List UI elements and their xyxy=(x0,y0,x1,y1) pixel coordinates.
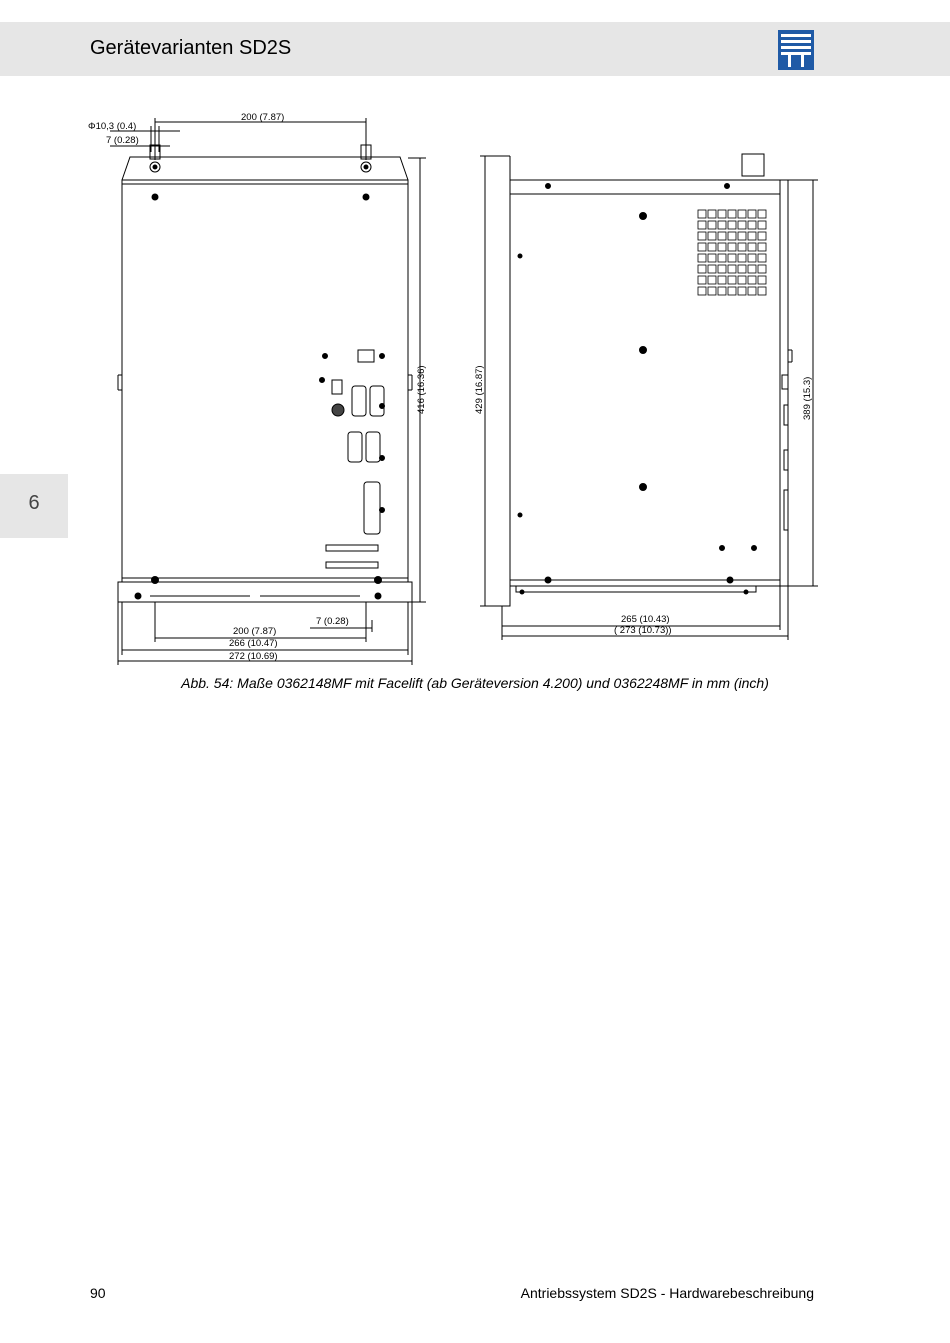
dim-bottom-offset-label: 7 (0.28) xyxy=(316,616,349,627)
stm-logo-icon xyxy=(778,30,814,70)
dim-inner-height-label: 389 (15.3) xyxy=(802,376,813,420)
dimension-drawing xyxy=(88,110,820,665)
page-title: Gerätevarianten SD2S xyxy=(90,37,292,59)
dim-depth-total-label: ( 273 (10.73)) xyxy=(614,625,672,636)
dim-top-offset-label: 7 (0.28) xyxy=(106,135,139,146)
dim-bottom-272-label: 272 (10.69) xyxy=(229,651,278,662)
figure-caption: Abb. 54: Maße 0362148MF mit Facelift (ab Geräteversion 4.200) und 0362248MF in mm (inch) xyxy=(181,675,769,691)
document-title: Antriebssystem SD2S - Hardwarebeschreibung xyxy=(520,1285,814,1301)
dim-hole-label: Φ10,3 (0.4) xyxy=(88,121,137,132)
dim-total-height-label: 429 (16.87) xyxy=(474,365,485,414)
dim-bottom-266-label: 266 (10.47) xyxy=(229,638,278,649)
dim-bottom-200-label: 200 (7.87) xyxy=(233,626,277,637)
chapter-number: 6 xyxy=(28,492,40,514)
page-number: 90 xyxy=(90,1285,106,1301)
chapter-tab xyxy=(0,474,68,538)
page-header xyxy=(0,22,950,76)
dim-top-width-label: 200 (7.87) xyxy=(241,112,285,123)
dim-height-label: 416 (16.36) xyxy=(416,365,427,414)
dim-depth-label: 265 (10.43) xyxy=(621,614,670,625)
